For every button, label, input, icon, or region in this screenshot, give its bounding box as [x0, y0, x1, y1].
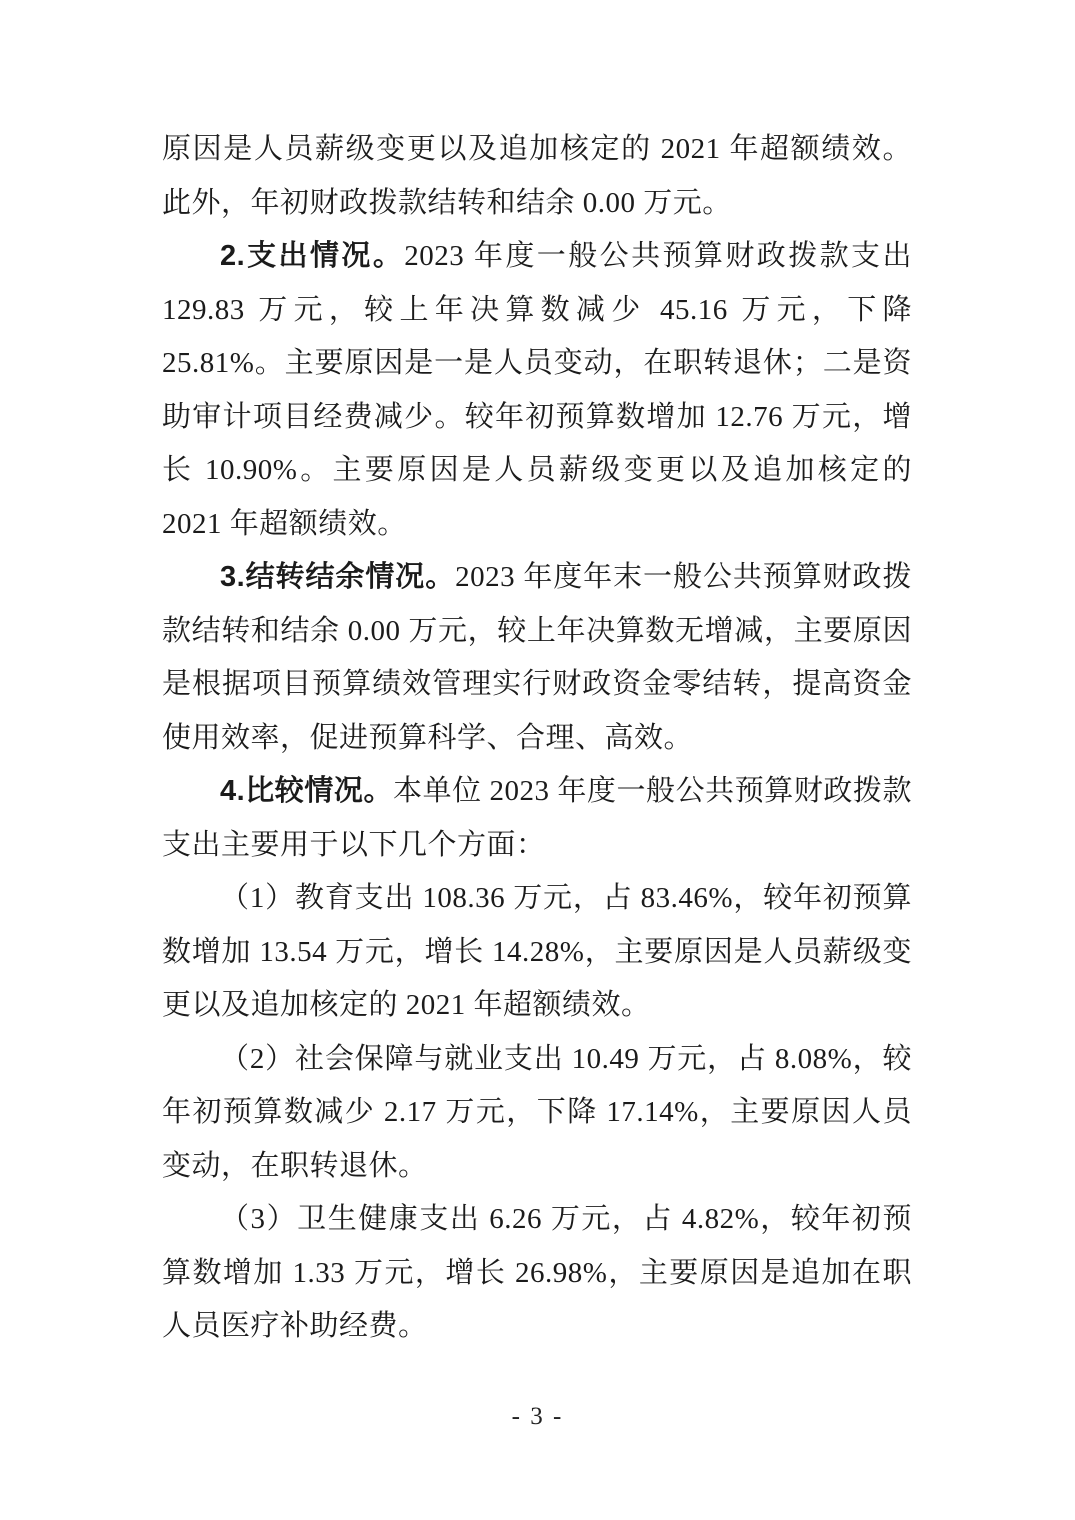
paragraph [162, 872, 912, 1033]
paragraph [162, 765, 912, 872]
paragraph [162, 230, 912, 551]
paragraph-text: （1）教育支出 108.36 万元，占 83.46%，较年初预算数增加 13.54 万元，增长 14.28%，主要原因是人员薪级变更以及追加核定的 2021 年超额绩效。 [162, 882, 912, 1021]
paragraph-text: （2）社会保障与就业支出 10.49 万元，占 8.08%，较年初预算数减少 2.17 万元，下降 17.14%，主要原因人员变动，在职转退休。 [162, 1042, 912, 1182]
paragraph-text: 2023 年度年末一般公共预算财政拨款结转和结余 0.00 万元，较上年决算数无增减，主要原因是根据项目预算绩效管理实行财政资金零结转，提高资金使用效率，促进预算科学、合理、高效。 [162, 561, 912, 754]
paragraph-heading: 3.结转结余情况。 [220, 561, 456, 593]
paragraph [162, 1033, 912, 1194]
paragraph-text: 本单位 2023 年度一般公共预算财政拨款支出主要用于以下几个方面： [162, 775, 912, 861]
paragraph-text: （3）卫生健康支出 6.26 万元，占 4.82%，较年初预算数增加 1.33 万元，增长 26.98%，主要原因是追加在职人员医疗补助经费。 [162, 1203, 912, 1342]
paragraph-text: 2023 年度一般公共预算财政拨款支出 129.83 万元，较上年决算数减少 45.16 万元，下降 25.81%。主要原因是一是人员变动，在职转退休；二是资助审计项目经费减少。较年初预算数增加 12.76 万元，增长 10.90%。主要原因是人员薪级变更以及追加核定的 2021 年超额绩效。 [162, 240, 912, 540]
paragraph-heading: 4.比较情况。 [220, 775, 394, 807]
paragraph-text: 原因是人员薪级变更以及追加核定的 2021 年超额绩效。此外，年初财政拨款结转和结余 0.00 万元。 [162, 133, 912, 219]
paragraph [162, 123, 912, 230]
document-body [162, 123, 912, 1354]
page-number: - 3 - [511, 1403, 564, 1430]
paragraph [162, 1193, 912, 1354]
paragraph-heading: 2.支出情况。 [220, 240, 405, 272]
paragraph [162, 551, 912, 765]
